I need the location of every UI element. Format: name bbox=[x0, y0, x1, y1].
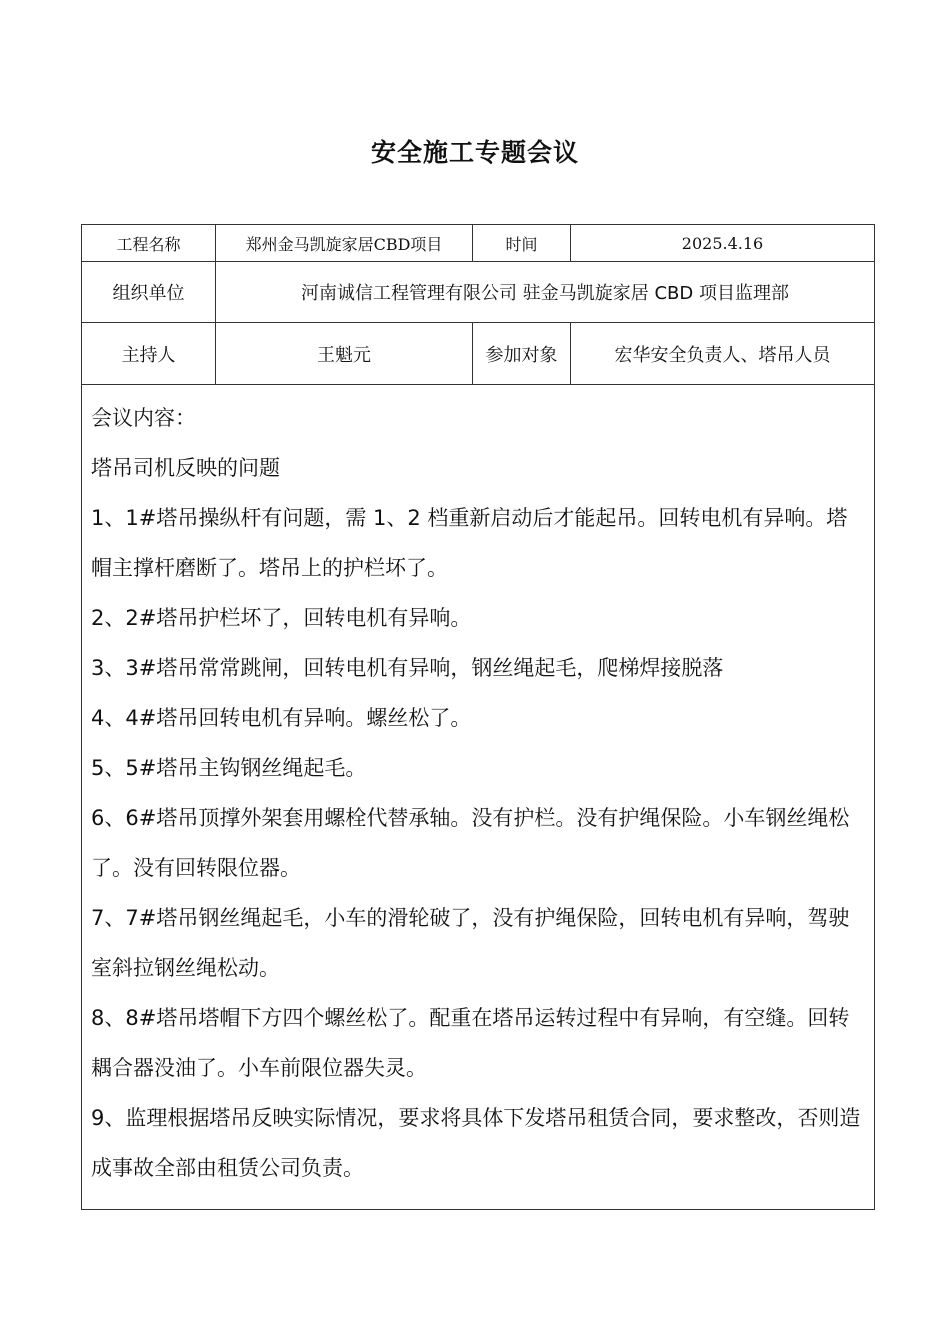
project-label: 工程名称 bbox=[82, 225, 216, 262]
content-item: 2、2#塔吊护栏坏了，回转电机有异响。 bbox=[91, 606, 472, 630]
project-value: 郑州金马凯旋家居CBD项目 bbox=[216, 225, 473, 262]
content-label: 会议内容： bbox=[91, 406, 196, 430]
content-item: 8、8#塔吊塔帽下方四个螺丝松了。配重在塔吊运转过程中有异响，有空缝。回转耦合器没油了。小车前限位器失灵。 bbox=[91, 1006, 850, 1080]
content-item: 3、3#塔吊常常跳闸，回转电机有异响，钢丝绳起毛，爬梯焊接脱落 bbox=[91, 656, 724, 680]
content-item: 7、7#塔吊钢丝绳起毛，小车的滑轮破了，没有护绳保险，回转电机有异响，驾驶室斜拉钢丝绳松动。 bbox=[91, 906, 850, 980]
content-item: 5、5#塔吊主钩钢丝绳起毛。 bbox=[91, 756, 367, 780]
host-row bbox=[82, 323, 875, 385]
document-title: 安全施工专题会议 bbox=[370, 138, 579, 167]
project-row bbox=[82, 225, 875, 262]
org-label: 组织单位 bbox=[82, 262, 216, 323]
content-item: 4、4#塔吊回转电机有异响。螺丝松了。 bbox=[91, 706, 472, 730]
content-subtitle: 塔吊司机反映的问题 bbox=[91, 456, 280, 480]
time-value: 2025.4.16 bbox=[571, 225, 875, 262]
content-row bbox=[82, 385, 875, 1210]
time-label: 时间 bbox=[473, 225, 571, 262]
content-item: 9、监理根据塔吊反映实际情况，要求将具体下发塔吊租赁合同，要求整改，否则造成事故全部由租赁公司负责。 bbox=[91, 1106, 861, 1180]
org-value: 河南诚信工程管理有限公司 驻金马凯旋家居 CBD 项目监理部 bbox=[216, 262, 875, 323]
participants-label: 参加对象 bbox=[473, 323, 571, 385]
meeting-content bbox=[82, 385, 874, 1193]
host-value: 王魁元 bbox=[216, 323, 473, 385]
meeting-table bbox=[81, 224, 875, 1210]
participants-value: 宏华安全负责人、塔吊人员 bbox=[571, 323, 875, 385]
content-item: 6、6#塔吊顶撑外架套用螺栓代替承轴。没有护栏。没有护绳保险。小车钢丝绳松了。没有回转限位器。 bbox=[91, 806, 850, 880]
host-label: 主持人 bbox=[82, 323, 216, 385]
content-item: 1、1#塔吊操纵杆有问题，需 1、2 档重新启动后才能起吊。回转电机有异响。塔帽主撑杆磨断了。塔吊上的护栏坏了。 bbox=[91, 506, 848, 580]
content-cell bbox=[82, 385, 875, 1210]
org-row bbox=[82, 262, 875, 323]
